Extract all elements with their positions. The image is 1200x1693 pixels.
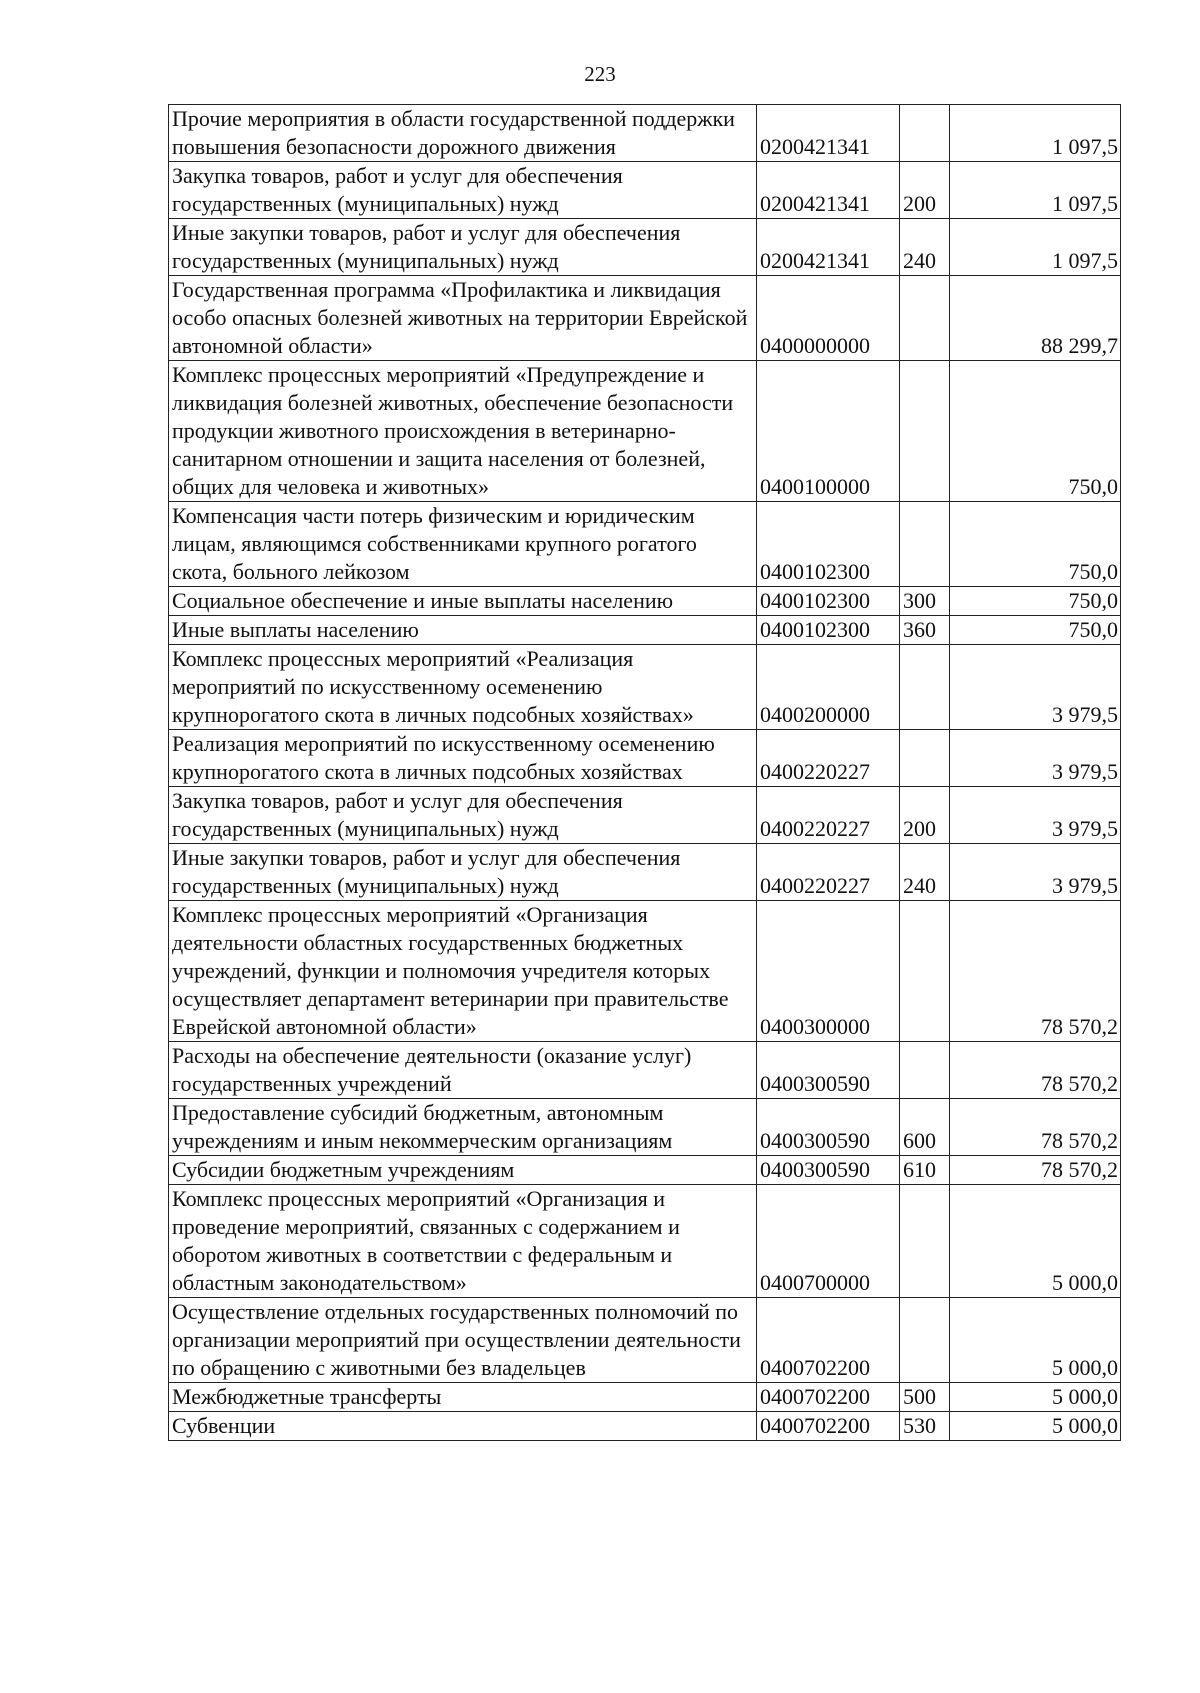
row-expense-type: 300	[900, 587, 950, 616]
table-row	[169, 361, 1121, 502]
row-name: Иные выплаты населению	[169, 616, 757, 645]
row-code: 0200421341	[757, 219, 900, 276]
table-row	[169, 1412, 1121, 1441]
row-sum: 5 000,0	[950, 1185, 1121, 1298]
row-expense-type: 360	[900, 616, 950, 645]
row-name: Предоставление субсидий бюджетным, автономным учреждениям и иным некоммерческим организациям	[169, 1099, 757, 1156]
table-row	[169, 1298, 1121, 1383]
table-row	[169, 1156, 1121, 1185]
row-expense-type	[900, 645, 950, 730]
row-code: 0400702200	[757, 1412, 900, 1441]
row-name: Комплекс процессных мероприятий «Реализация мероприятий по искусственному осеменению крупнорогатого скота в личных подсобных хозяйствах»	[169, 645, 757, 730]
row-expense-type	[900, 276, 950, 361]
row-name: Комплекс процессных мероприятий «Предупреждение и ликвидация болезней животных, обеспечение безопасности продукции животного происхождения в ветеринарно-санитарном отношении и защита населения от болезней, общих для человека и животных»	[169, 361, 757, 502]
row-name: Иные закупки товаров, работ и услуг для обеспечения государственных (муниципальных) нужд	[169, 219, 757, 276]
row-name: Государственная программа «Профилактика и ликвидация особо опасных болезней животных на территории Еврейской автономной области»	[169, 276, 757, 361]
table-row	[169, 1383, 1121, 1412]
row-sum: 3 979,5	[950, 844, 1121, 901]
row-code: 0400702200	[757, 1383, 900, 1412]
table-row	[169, 502, 1121, 587]
row-name: Расходы на обеспечение деятельности (оказание услуг) государственных учреждений	[169, 1042, 757, 1099]
table-row	[169, 901, 1121, 1042]
row-expense-type: 600	[900, 1099, 950, 1156]
row-expense-type: 200	[900, 162, 950, 219]
row-name: Субвенции	[169, 1412, 757, 1441]
row-sum: 78 570,2	[950, 901, 1121, 1042]
row-sum: 750,0	[950, 587, 1121, 616]
row-sum: 750,0	[950, 502, 1121, 587]
table-row	[169, 105, 1121, 162]
table-row	[169, 219, 1121, 276]
row-code: 0400220227	[757, 844, 900, 901]
row-code: 0200421341	[757, 162, 900, 219]
row-sum: 78 570,2	[950, 1042, 1121, 1099]
row-name: Комплекс процессных мероприятий «Организация и проведение мероприятий, связанных с содержанием и оборотом животных в соответствии с федеральным и областным законодательством»	[169, 1185, 757, 1298]
table-row	[169, 645, 1121, 730]
table-row	[169, 787, 1121, 844]
row-code: 0400000000	[757, 276, 900, 361]
row-code: 0400100000	[757, 361, 900, 502]
row-expense-type	[900, 730, 950, 787]
row-sum: 1 097,5	[950, 219, 1121, 276]
row-expense-type	[900, 1042, 950, 1099]
row-expense-type	[900, 361, 950, 502]
row-expense-type	[900, 502, 950, 587]
row-code: 0400200000	[757, 645, 900, 730]
table-row	[169, 1099, 1121, 1156]
row-code: 0200421341	[757, 105, 900, 162]
row-sum: 3 979,5	[950, 730, 1121, 787]
table-row	[169, 1042, 1121, 1099]
row-name: Иные закупки товаров, работ и услуг для обеспечения государственных (муниципальных) нужд	[169, 844, 757, 901]
row-code: 0400102300	[757, 587, 900, 616]
row-name: Компенсация части потерь физическим и юридическим лицам, являющимся собственниками крупного рогатого скота, больного лейкозом	[169, 502, 757, 587]
row-expense-type: 240	[900, 219, 950, 276]
row-code: 0400300000	[757, 901, 900, 1042]
table-row	[169, 616, 1121, 645]
table-row	[169, 587, 1121, 616]
row-code: 0400220227	[757, 787, 900, 844]
row-sum: 3 979,5	[950, 787, 1121, 844]
row-expense-type	[900, 105, 950, 162]
table-row	[169, 162, 1121, 219]
row-name: Субсидии бюджетным учреждениям	[169, 1156, 757, 1185]
row-sum: 3 979,5	[950, 645, 1121, 730]
row-expense-type: 200	[900, 787, 950, 844]
row-code: 0400300590	[757, 1099, 900, 1156]
row-sum: 1 097,5	[950, 162, 1121, 219]
row-name: Реализация мероприятий по искусственному осеменению крупнорогатого скота в личных подсобных хозяйствах	[169, 730, 757, 787]
row-name: Закупка товаров, работ и услуг для обеспечения государственных (муниципальных) нужд	[169, 162, 757, 219]
row-code: 0400700000	[757, 1185, 900, 1298]
row-expense-type: 240	[900, 844, 950, 901]
table-row	[169, 730, 1121, 787]
table-row	[169, 1185, 1121, 1298]
row-sum: 750,0	[950, 361, 1121, 502]
table-row	[169, 276, 1121, 361]
row-expense-type: 610	[900, 1156, 950, 1185]
row-sum: 750,0	[950, 616, 1121, 645]
row-sum: 5 000,0	[950, 1298, 1121, 1383]
row-code: 0400102300	[757, 616, 900, 645]
row-name: Прочие мероприятия в области государственной поддержки повышения безопасности дорожного движения	[169, 105, 757, 162]
row-code: 0400702200	[757, 1298, 900, 1383]
row-sum: 5 000,0	[950, 1412, 1121, 1441]
page-number: 223	[584, 62, 616, 86]
row-name: Осуществление отдельных государственных полномочий по организации мероприятий при осуществлении деятельности по обращению с животными без владельцев	[169, 1298, 757, 1383]
row-name: Комплекс процессных мероприятий «Организация деятельности областных государственных бюджетных учреждений, функции и полномочия учредителя которых осуществляет департамент ветеринарии при правительстве Еврейской автономной области»	[169, 901, 757, 1042]
row-name: Межбюджетные трансферты	[169, 1383, 757, 1412]
table-body	[169, 105, 1121, 1441]
budget-table	[168, 104, 1121, 1441]
row-code: 0400300590	[757, 1156, 900, 1185]
row-name: Закупка товаров, работ и услуг для обеспечения государственных (муниципальных) нужд	[169, 787, 757, 844]
row-expense-type	[900, 1298, 950, 1383]
row-expense-type	[900, 901, 950, 1042]
row-code: 0400102300	[757, 502, 900, 587]
table-row	[169, 844, 1121, 901]
row-sum: 88 299,7	[950, 276, 1121, 361]
row-expense-type	[900, 1185, 950, 1298]
row-expense-type: 530	[900, 1412, 950, 1441]
row-code: 0400220227	[757, 730, 900, 787]
row-code: 0400300590	[757, 1042, 900, 1099]
row-name: Социальное обеспечение и иные выплаты населению	[169, 587, 757, 616]
row-sum: 5 000,0	[950, 1383, 1121, 1412]
row-sum: 78 570,2	[950, 1156, 1121, 1185]
row-expense-type: 500	[900, 1383, 950, 1412]
row-sum: 1 097,5	[950, 105, 1121, 162]
row-sum: 78 570,2	[950, 1099, 1121, 1156]
